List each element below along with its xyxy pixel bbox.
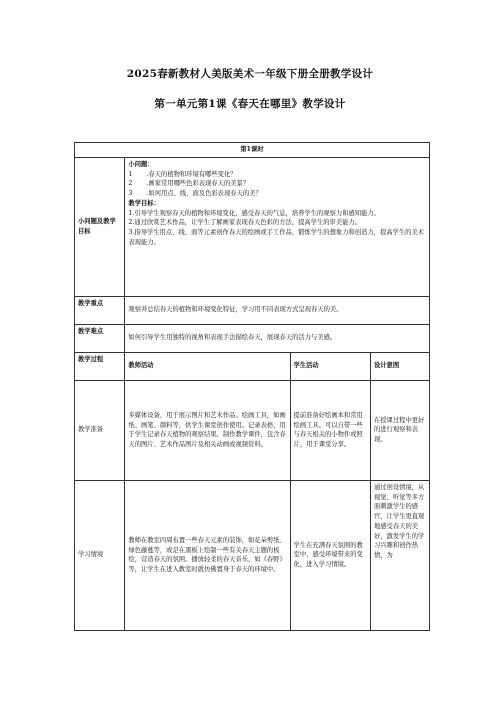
difficulty-text: 如何引导学生用独特的视角和表现手法描绘春天，展现春天的活力与美感。 — [125, 324, 430, 352]
table-row — [75, 324, 430, 352]
question-number: 3 — [128, 190, 133, 197]
col-header-teacher: 教师活动 — [125, 352, 290, 380]
list-item — [128, 170, 426, 180]
questions-goals-label: 小问题及教学目标 — [75, 157, 125, 296]
goal-item: 2.通过欣赏艺术作品，让学生了解画家表现春天色彩的方法，提高学生的审美能力。 — [128, 219, 362, 227]
table-row — [75, 296, 430, 324]
question-text: .画家常用哪些色彩表现春天的美景？ — [146, 180, 250, 188]
difficulty-label: 教学难点 — [75, 324, 125, 352]
teacher-activity: 多媒体设备，用于展示图片和艺术作品。绘画工具，如画纸、画笔、颜料等，供学生课堂创作使用。记录表格，用于学生记录春天植物的观察结果。制作教学课件，包含春天的图片、艺术作品图片及相关动画或视频资料。 — [125, 380, 290, 480]
question-text: .如何用点、线、面及色彩表现春天的美？ — [146, 190, 262, 197]
question-number: 2 — [128, 180, 133, 188]
design-intent: 在授课过程中更好的进行观察和表现。 — [370, 380, 429, 480]
list-item — [128, 179, 426, 189]
lesson-plan-table — [74, 142, 430, 631]
goal-item: 3.指导学生用点、线、面等元素创作春天的绘画或手工作品，锻炼学生的想象力和创造力，提高学生的美术表现能力。 — [128, 229, 425, 246]
questions-goals-content — [125, 157, 430, 296]
list-item — [128, 189, 426, 199]
question-number: 1 — [128, 170, 133, 178]
table-row — [75, 380, 430, 480]
table-row — [75, 157, 430, 296]
process-label: 教学过程 — [75, 352, 125, 380]
design-intent: 通过创设情境，从视觉、听觉等多方面刺激学生的感官，让学生更直观地感受春天的美好，激发学生的学习兴趣和创作热情，为 — [370, 480, 429, 630]
lesson-period-header: 第1课时 — [75, 143, 430, 158]
table-row — [75, 480, 430, 630]
table-row — [75, 352, 430, 380]
document-subtitle: 第一单元第1课《春天在哪里》教学设计 — [154, 98, 346, 110]
table-row — [75, 143, 430, 158]
goals-title: 教学目标： — [128, 199, 160, 207]
col-header-student: 学生活动 — [290, 352, 370, 380]
student-activity: 提前准备好绘画本和常用绘画工具。可以自带一些与春天相关的小物件或照片，用于课堂分享。 — [290, 380, 370, 480]
col-header-intent: 设计意图 — [370, 352, 429, 380]
key-point-label: 教学重点 — [75, 296, 125, 324]
question-text: .春天的植物和环境有哪些变化？ — [146, 170, 237, 178]
teacher-activity: 教师在教室四周布置一些春天元素的装饰，如花朵剪纸、绿色藤蔓等，或是在黑板上绘制一些有关春天主题的板绘，营造春天的氛围。播放轻柔的春天音乐，如《春野》等，让学生在进入教室时就仿佛置身于春天的环境中。 — [125, 480, 290, 630]
key-point-text: 观察并总结春天的植物和环境变化特征，学习用不同表现方式呈现春天的美。 — [125, 296, 430, 324]
document-title: 2025春新教材人美版美术一年级下册全册教学设计 — [126, 68, 374, 80]
student-activity: 学生在充满春天氛围的教室中，感受环境带来的变化，进入学习情境。 — [290, 480, 370, 630]
goal-item: 1.引导学生观察春天的植物和环境变化，感受春天的气息，培养学生的观察力和感知能力。 — [128, 209, 380, 217]
row-label-situation: 学习情境 — [75, 480, 125, 630]
row-label-preparation: 教学准备 — [75, 380, 125, 480]
questions-title: 小问题： — [128, 160, 154, 168]
